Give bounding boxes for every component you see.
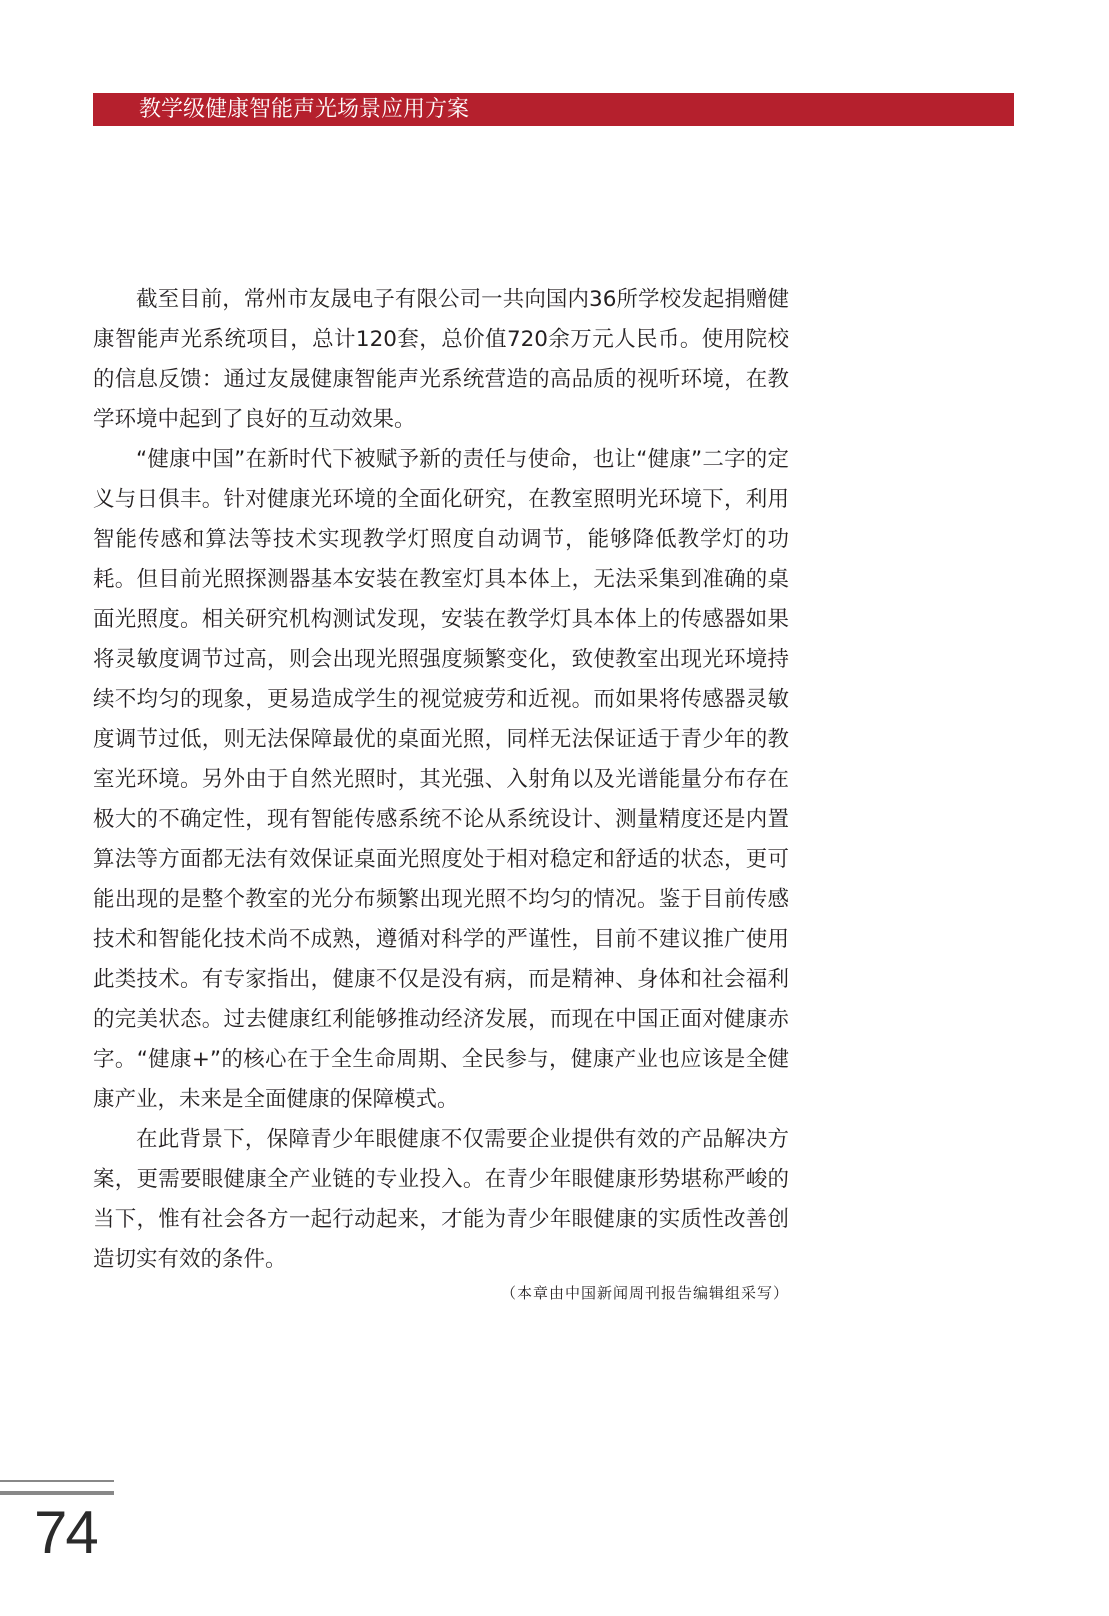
paragraph-2: “健康中国”在新时代下被赋予新的责任与使命，也让“健康”二字的定义与日俱丰。针对健康光环境的全面化研究，在教室照明光环境下，利用智能传感和算法等技术实现教学灯照度自动调节，能够降低教学灯的功耗。但目前光照探测器基本安装在教室灯具本体上，无法采集到准确的桌面光照度。相关研究机构测试发现，安装在教学灯具本体上的传感器如果将灵敏度调节过高，则会出现光照强度频繁变化，致使教室出现光环境持续不均匀的现象，更易造成学生的视觉疲劳和近视。而如果将传感器灵敏度调节过低，则无法保障最优的桌面光照，同样无法保证适于青少年的教室光环境。另外由于自然光照时，其光强、入射角以及光谱能量分布存在极大的不确定性，现有智能传感系统不论从系统设计、测量精度还是内置算法等方面都无法有效保证桌面光照度处于相对稳定和舒适的状态，更可能出现的是整个教室的光分布频繁出现光照不均匀的情况。鉴于目前传感技术和智能化技术尚不成熟，遵循对科学的严谨性，目前不建议推广使用此类技术。有专家指出，健康不仅是没有病，而是精神、身体和社会福利的完美状态。过去健康红利能够推动经济发展，而现在中国正面对健康赤字。“健康+”的核心在于全生命周期、全民参与，健康产业也应该是全健康产业，未来是全面健康的保障模式。 (93, 447, 789, 1112)
paragraph-3: 在此背景下，保障青少年眼健康不仅需要企业提供有效的产品解决方案，更需要眼健康全产业链的专业投入。在青少年眼健康形势堪称严峻的当下，惟有社会各方一起行动起来，才能为青少年眼健康的实质性改善创造切实有效的条件。 (93, 1127, 789, 1272)
footer-rule-thick (0, 1491, 114, 1495)
paragraph-1: 截至目前，常州市友晟电子有限公司一共向国内36所学校发起捐赠健康智能声光系统项目，总计120套，总价值720余万元人民币。使用院校的信息反馈：通过友晟健康智能声光系统营造的高品质的视听环境，在教学环境中起到了良好的互动效果。 (93, 287, 789, 432)
chapter-header-bar (93, 93, 1014, 126)
chapter-credit: （本章由中国新闻周刊报告编辑组采写） (500, 1284, 789, 1302)
footer-rule-thin (0, 1480, 114, 1482)
chapter-header-title: 教学级健康智能声光场景应用方案 (139, 97, 470, 122)
article-body (93, 280, 789, 1280)
page-number: 74 (34, 1499, 97, 1566)
